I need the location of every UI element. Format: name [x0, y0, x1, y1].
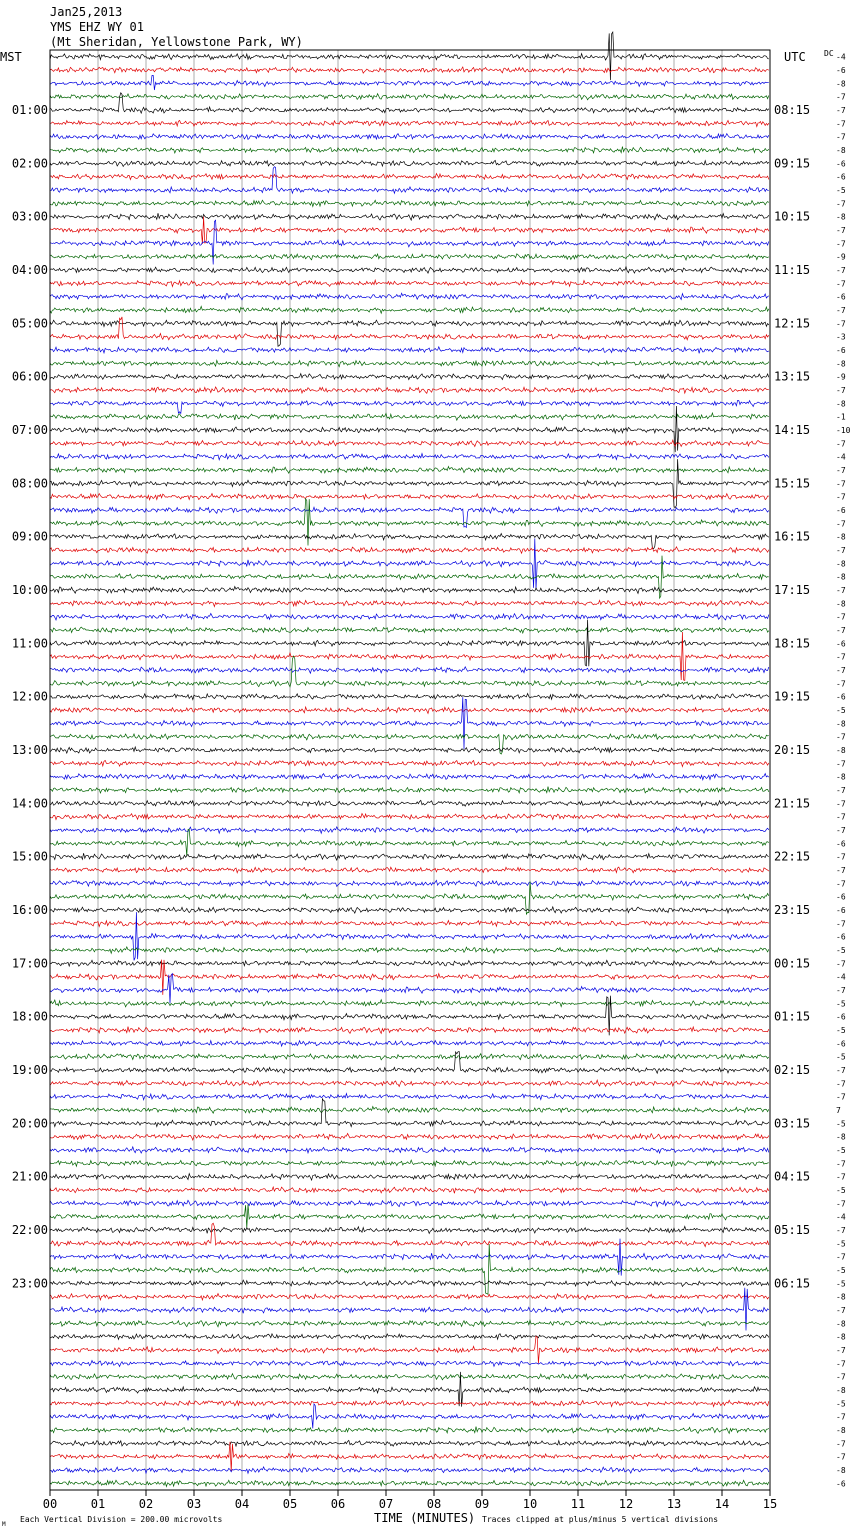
seismic-trace [50, 1133, 769, 1139]
dc-offset-label: -5 [836, 1239, 846, 1249]
dc-offset-label: -6 [836, 692, 846, 702]
dc-offset-label: -6 [836, 892, 846, 902]
dc-offset-label: -8 [836, 79, 846, 89]
left-hour-label: 15:00 [11, 849, 48, 864]
left-hour-label: 08:00 [11, 476, 48, 491]
seismic-trace [50, 760, 769, 766]
seismic-trace [50, 947, 769, 953]
left-hour-label: 23:00 [11, 1276, 48, 1291]
seismic-trace [50, 534, 769, 549]
seismic-trace [50, 1040, 769, 1046]
dc-offset-label: -7 [836, 1226, 846, 1235]
seismic-trace [50, 693, 769, 699]
dc-offset-label: -5 [836, 186, 846, 195]
right-hour-label: 13:15 [774, 369, 811, 384]
seismic-trace [50, 880, 769, 886]
left-hour-label: 22:00 [11, 1223, 48, 1237]
dc-offset-label: -8 [836, 1319, 846, 1329]
dc-offset-label: -8 [836, 719, 846, 729]
x-tick-label: 12 [618, 1497, 634, 1511]
seismic-trace [50, 974, 769, 1004]
dc-offset-label: -7 [836, 132, 846, 142]
dc-offset-label: -7 [836, 986, 846, 995]
seismic-trace [50, 1094, 769, 1100]
dc-offset-label: -7 [836, 1159, 846, 1169]
seismic-trace [50, 1052, 769, 1074]
dc-offset-label: -5 [836, 706, 846, 715]
x-axis-ticks [43, 1490, 777, 1511]
seismic-trace [50, 360, 769, 366]
right-hour-label: 23:15 [774, 903, 811, 917]
seismic-trace [50, 174, 769, 180]
dc-offset-label: -7 [836, 1452, 846, 1462]
dc-offset-label: -4 [836, 52, 846, 62]
header-station: YMS EHZ WY 01 [50, 20, 144, 34]
dc-offset-label: -9 [836, 372, 846, 382]
dc-offset-label: -7 [836, 786, 846, 795]
seismic-trace [50, 459, 769, 508]
dc-offset-label: -7 [836, 759, 846, 769]
seismic-trace [50, 853, 769, 860]
seismic-trace [50, 920, 769, 926]
seismic-trace [50, 667, 769, 673]
seismic-trace [50, 120, 769, 126]
seismic-trace [50, 499, 769, 546]
seismic-trace [50, 1099, 769, 1127]
dc-offset-label: -6 [836, 506, 846, 515]
seismic-trace [50, 94, 769, 100]
seismic-trace [50, 167, 769, 194]
dc-offset-label: -7 [836, 492, 846, 502]
dc-offset-label: -7 [836, 199, 846, 209]
dc-offset-label: -5 [836, 1186, 846, 1195]
x-tick-label: 06 [330, 1497, 346, 1511]
seismic-trace [50, 1000, 769, 1007]
dc-offset-label: -5 [836, 1266, 846, 1275]
dc-offset-label: -7 [836, 546, 846, 555]
right-hour-label: 12:15 [774, 316, 811, 331]
header-location: (Mt Sheridan, Yellowstone Park, WY) [50, 35, 303, 49]
seismic-trace [50, 912, 769, 960]
plot-frame [50, 50, 770, 1490]
dc-offset-label: -6 [836, 1039, 846, 1049]
seismic-trace [50, 1223, 769, 1246]
seismic-trace [50, 600, 769, 606]
seismic-trace [50, 787, 769, 793]
dc-offset-label: -7 [836, 852, 846, 862]
seismic-trace [50, 467, 769, 474]
seismic-traces [50, 32, 769, 1486]
footer-clip-note: Traces clipped at plus/minus 5 vertical divisions [482, 1515, 719, 1524]
dc-offset-label: -7 [836, 106, 846, 115]
dc-offset-label: -7 [836, 586, 846, 595]
right-zone-label: UTC [784, 50, 806, 64]
dc-offset-label: -7 [836, 119, 846, 129]
dc-offset-label: -8 [836, 772, 846, 782]
x-tick-label: 01 [90, 1497, 106, 1511]
dc-offset-label: -7 [836, 879, 846, 889]
seismic-trace [50, 1080, 769, 1086]
dc-offset-label: -7 [836, 479, 846, 489]
dc-offset-label: -8 [836, 746, 846, 755]
dc-offset-label: -7 [836, 959, 846, 969]
footer-scale-note: Each Vertical Division = 200.00 microvolts [20, 1515, 223, 1524]
dc-offset-label: -7 [836, 1066, 846, 1075]
dc-offset-label: 7 [836, 1106, 841, 1115]
right-hour-label: 09:15 [774, 156, 811, 171]
dc-offset-label: -7 [836, 919, 846, 929]
dc-offset-label: -1 [836, 412, 846, 422]
dc-offset-label: -7 [836, 1172, 846, 1182]
seismic-trace [50, 75, 769, 90]
left-hour-label: 16:00 [11, 903, 48, 917]
seismic-trace [50, 1174, 769, 1180]
x-tick-label: 05 [282, 1497, 298, 1511]
seismic-trace [50, 907, 769, 913]
seismic-trace [50, 829, 769, 856]
seismic-trace [50, 734, 769, 754]
seismic-trace [50, 306, 769, 313]
x-tick-label: 02 [138, 1497, 154, 1511]
right-hour-label: 16:15 [774, 529, 811, 544]
dc-label: DC [824, 49, 834, 58]
seismic-trace [50, 1404, 769, 1429]
dc-offset-label: -8 [836, 359, 846, 369]
seismic-trace [50, 217, 769, 244]
dc-offset-label: -7 [836, 1199, 846, 1209]
seismic-trace [50, 800, 769, 806]
right-hour-label: 05:15 [774, 1223, 811, 1237]
right-hour-label: 21:15 [774, 796, 811, 811]
dc-offset-label: -8 [836, 1386, 846, 1395]
seismic-trace [50, 707, 769, 713]
dc-offset-label: -7 [836, 1252, 846, 1262]
dc-offset-label: -6 [836, 1479, 846, 1489]
left-hour-label: 12:00 [11, 689, 48, 704]
seismic-trace [50, 774, 769, 780]
right-hour-label: 15:15 [774, 476, 811, 491]
dc-offset-label: -7 [836, 92, 846, 102]
dc-offset-label: -4 [836, 452, 846, 462]
seismic-trace [50, 254, 769, 260]
dc-offset-label: -7 [836, 319, 846, 329]
dc-offset-label: -7 [836, 626, 846, 635]
dc-offset-label: -8 [836, 1132, 846, 1142]
dc-offset-label: -7 [836, 439, 846, 449]
dc-offset-label: -10 [836, 426, 850, 435]
seismic-trace [50, 1244, 769, 1294]
dc-offset-label: -6 [836, 906, 846, 915]
dc-offset-label: -6 [836, 1012, 846, 1022]
dc-offset-label: -5 [836, 1279, 846, 1289]
dc-offset-label: -4 [836, 1212, 846, 1222]
dc-offset-label: -7 [836, 826, 846, 835]
seismic-trace [50, 1226, 769, 1233]
dc-offset-label: -6 [836, 639, 846, 649]
left-hour-label: 07:00 [11, 423, 48, 437]
seismic-trace [50, 620, 769, 667]
seismic-trace [50, 413, 769, 420]
seismic-trace [50, 213, 769, 220]
right-hour-label: 08:15 [774, 103, 811, 117]
seismic-trace [50, 454, 769, 460]
header-date: Jan25,2013 [50, 5, 123, 19]
dc-offset-label: -7 [836, 1412, 846, 1422]
seismic-trace [50, 200, 769, 206]
seismic-trace [50, 1442, 769, 1472]
seismic-trace [50, 134, 769, 140]
x-tick-label: 04 [234, 1497, 250, 1511]
seismic-trace [50, 440, 769, 446]
dc-offset-label: -5 [836, 1052, 846, 1062]
dc-offset-label: -8 [836, 1292, 846, 1302]
left-hour-label: 11:00 [11, 636, 48, 651]
seismic-trace [50, 293, 769, 300]
dc-offset-label: -7 [836, 226, 846, 235]
dc-offset-label: -8 [836, 399, 846, 409]
seismic-trace [50, 814, 769, 820]
left-hour-label: 21:00 [11, 1169, 48, 1184]
seismic-trace [50, 1147, 769, 1153]
seismic-trace [50, 267, 769, 273]
seismic-trace [50, 1107, 769, 1114]
dc-offset-label: -8 [836, 572, 846, 582]
dc-offset-label: -6 [836, 839, 846, 849]
dc-offset-label: -8 [836, 559, 846, 569]
dc-offset-label: -5 [836, 999, 846, 1009]
left-hour-label: 01:00 [11, 103, 48, 117]
right-hour-label: 17:15 [774, 583, 811, 597]
dc-offset-label: -7 [836, 239, 846, 249]
dc-offset-label: -7 [836, 1372, 846, 1382]
left-hour-label: 06:00 [11, 369, 48, 384]
seismic-trace [50, 494, 769, 500]
seismic-trace [50, 1054, 769, 1060]
left-hour-label: 14:00 [11, 796, 48, 811]
seismic-trace [50, 1427, 769, 1434]
dc-offset-label: -8 [836, 146, 846, 155]
dc-offset-label: -7 [836, 866, 846, 875]
seismic-trace [50, 697, 769, 749]
dc-offset-label: -7 [836, 652, 846, 662]
right-hour-labels [774, 103, 810, 1290]
dc-offset-label: -5 [836, 1146, 846, 1155]
dc-offset-label: -6 [836, 346, 846, 355]
right-hour-label: 20:15 [774, 743, 811, 757]
left-hour-label: 17:00 [11, 956, 48, 971]
left-hour-label: 03:00 [11, 209, 48, 224]
right-hour-label: 10:15 [774, 209, 811, 224]
dc-offset-label: -7 [836, 1439, 846, 1449]
dc-offset-label: -7 [836, 519, 846, 529]
x-tick-label: 10 [522, 1497, 538, 1511]
dc-offset-label: -7 [836, 612, 846, 622]
dc-offset-label: -7 [836, 732, 846, 742]
left-hour-label: 05:00 [11, 316, 48, 331]
seismic-trace [50, 320, 769, 346]
right-hour-label: 03:15 [774, 1116, 811, 1131]
seismic-trace [50, 867, 769, 873]
right-hour-label: 22:15 [774, 849, 811, 864]
seismic-trace [50, 406, 769, 452]
dc-offset-label: -8 [836, 212, 846, 222]
left-hour-label: 20:00 [11, 1116, 48, 1131]
dc-offset-label: -7 [836, 306, 846, 315]
right-hour-label: 06:15 [774, 1276, 811, 1291]
seismic-trace [50, 1400, 769, 1406]
seismic-trace [50, 960, 769, 966]
seismic-trace [50, 1027, 769, 1034]
seismic-trace [50, 387, 769, 393]
dc-offset-label: -6 [836, 932, 846, 942]
dc-offset-label: -8 [836, 1426, 846, 1435]
right-hour-label: 11:15 [774, 263, 811, 277]
seismic-trace [50, 1467, 769, 1473]
dc-offset-label: -7 [836, 1092, 846, 1102]
dc-offset-label: -4 [836, 972, 846, 982]
dc-offset-label: -7 [836, 1306, 846, 1315]
seismic-trace [50, 347, 769, 354]
dc-offset-label: -7 [836, 466, 846, 475]
dc-offset-label: -8 [836, 1466, 846, 1475]
dc-offset-label: -6 [836, 159, 846, 169]
dc-offset-label: -7 [836, 266, 846, 275]
x-tick-label: 00 [42, 1497, 58, 1511]
dc-offset-label: -7 [836, 1359, 846, 1369]
x-tick-label: 13 [666, 1497, 682, 1511]
left-hour-label: 19:00 [11, 1063, 48, 1077]
seismic-trace [50, 1187, 769, 1193]
left-hour-label: 09:00 [11, 529, 48, 544]
corner-mark: M [2, 1521, 6, 1528]
x-axis-label: TIME (MINUTES) [374, 1511, 476, 1525]
dc-offset-label: -6 [836, 172, 846, 182]
right-hour-label: 04:15 [774, 1169, 811, 1184]
seismic-trace [50, 1280, 769, 1286]
seismic-trace [50, 827, 769, 833]
minute-grid [98, 50, 722, 1490]
dc-offset-label: -7 [836, 812, 846, 822]
right-hour-label: 01:15 [774, 1009, 811, 1024]
left-hour-label: 02:00 [11, 156, 48, 171]
x-tick-label: 09 [474, 1497, 490, 1511]
left-hour-labels [12, 103, 48, 1290]
x-tick-label: 11 [570, 1497, 586, 1511]
seismic-trace [50, 747, 769, 753]
dc-offset-label: -5 [836, 1119, 846, 1129]
seismic-trace [50, 613, 769, 619]
seismic-trace [50, 627, 769, 633]
seismic-trace [50, 1334, 769, 1340]
dc-offset-label: -5 [836, 1399, 846, 1409]
x-tick-label: 07 [378, 1497, 394, 1511]
dc-offset-label: -8 [836, 1332, 846, 1342]
right-hour-label: 19:15 [774, 689, 811, 704]
left-hour-label: 18:00 [11, 1009, 48, 1024]
seismic-trace [50, 67, 769, 73]
dc-offset-label: -6 [836, 66, 846, 75]
dc-offset-label: -7 [836, 666, 846, 675]
dc-offset-label: -8 [836, 599, 846, 609]
seismic-trace [50, 1360, 769, 1366]
dc-offset-label: -9 [836, 252, 846, 262]
dc-offset-label: -3 [836, 332, 846, 342]
seismic-trace [50, 1204, 769, 1228]
right-hour-label: 18:15 [774, 636, 811, 651]
left-hour-label: 04:00 [11, 263, 48, 277]
dc-offset-label: -8 [836, 532, 846, 542]
dc-offset-label: -7 [836, 799, 846, 809]
right-hour-label: 02:15 [774, 1063, 811, 1077]
right-hour-label: 14:15 [774, 423, 811, 437]
seismic-trace [50, 632, 769, 680]
x-tick-label: 03 [186, 1497, 202, 1511]
left-zone-label: MST [0, 50, 22, 64]
dc-offset-label: -7 [836, 279, 846, 289]
seismic-trace [50, 547, 769, 553]
dc-offset-label: -7 [836, 1079, 846, 1089]
dc-offset-label: -6 [836, 292, 846, 302]
seismic-trace [50, 1440, 769, 1446]
dc-offset-labels [836, 53, 850, 1489]
seismic-trace [50, 1160, 769, 1167]
seismic-trace [50, 1480, 769, 1486]
seismic-trace [50, 400, 769, 413]
x-tick-label: 15 [762, 1497, 778, 1511]
seismic-trace [50, 160, 769, 166]
seismic-trace [50, 280, 769, 286]
dc-offset-label: -7 [836, 679, 846, 689]
right-hour-label: 00:15 [774, 956, 811, 971]
seismic-trace [50, 1294, 769, 1300]
x-tick-label: 14 [714, 1497, 730, 1511]
x-tick-label: 08 [426, 1497, 442, 1511]
dc-offset-label: -7 [836, 386, 846, 395]
seismic-trace [50, 1200, 769, 1206]
dc-offset-label: -5 [836, 946, 846, 955]
seismic-trace [50, 374, 769, 380]
dc-offset-label: -5 [836, 1026, 846, 1035]
seismic-trace [50, 317, 769, 340]
left-hour-label: 13:00 [11, 743, 48, 757]
seismic-trace [50, 1320, 769, 1326]
left-hour-label: 10:00 [11, 583, 48, 597]
seismic-trace [50, 1374, 769, 1380]
seismic-trace [50, 147, 769, 153]
dc-offset-label: -7 [836, 1346, 846, 1355]
seismic-trace [50, 1336, 769, 1363]
